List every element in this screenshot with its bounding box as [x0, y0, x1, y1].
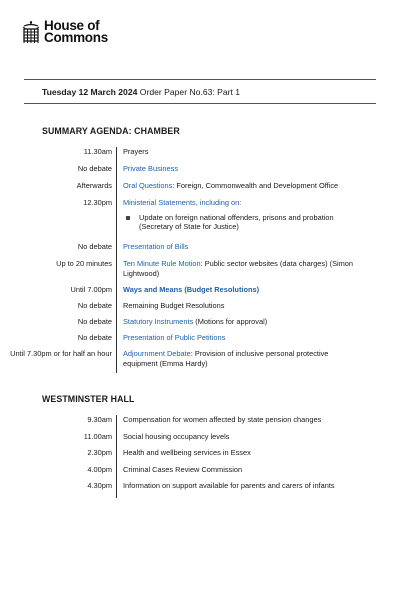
- agenda-item-text: Remaining Budget Resolutions: [123, 301, 225, 310]
- agenda-item-text: Criminal Cases Review Commission: [123, 464, 243, 474]
- agenda-time: Up to 20 minutes: [56, 259, 112, 268]
- agenda-item-text: Prayers: [123, 147, 149, 156]
- header-top-rule: [24, 79, 376, 80]
- presentation-of-bills-link[interactable]: Presentation of Bills: [123, 242, 189, 251]
- agenda-time: No debate: [77, 242, 112, 251]
- ministerial-statements-link[interactable]: Ministerial Statements, including on:: [123, 198, 242, 207]
- agenda-row: [0, 415, 400, 432]
- statement-sub-item: [123, 213, 357, 232]
- agenda-time: 9.30am: [87, 415, 112, 424]
- chamber-section-title: SUMMARY AGENDA: CHAMBER: [42, 126, 180, 136]
- agenda-item-text: : Public sector websites (data charges) (Simon Lightwood): [123, 259, 354, 278]
- oral-questions-link[interactable]: Oral Questions: [123, 181, 173, 190]
- agenda-row: [0, 317, 400, 333]
- logo-line-2: Commons: [44, 30, 108, 45]
- agenda-row: [0, 164, 400, 181]
- agenda-time: 12.30pm: [83, 198, 112, 207]
- order-paper-header: [42, 87, 240, 97]
- agenda-item-text: Health and wellbeing services in Essex: [123, 448, 251, 457]
- public-petitions-link[interactable]: Presentation of Public Petitions: [123, 333, 226, 342]
- agenda-row: [0, 198, 400, 242]
- westminster-hall-section-title: WESTMINSTER HALL: [42, 394, 135, 404]
- agenda-row: [0, 285, 400, 301]
- agenda-row: [0, 147, 400, 164]
- ways-and-means-link[interactable]: Ways and Means (Budget Resolutions): [123, 285, 260, 294]
- header-date: Tuesday 12 March 2024: [42, 87, 138, 97]
- agenda-time: Until 7.30pm or for half an hour: [10, 349, 112, 358]
- agenda-item-text: Information on support available for parents and carers of infants: [123, 481, 335, 490]
- agenda-time: 4.00pm: [87, 464, 112, 474]
- adjournment-debate-link[interactable]: Adjournment Debate: [123, 349, 191, 358]
- statement-sub-text: Update on foreign national offenders, prisons and probation (Secretary of State for Justice): [139, 212, 334, 231]
- agenda-time: No debate: [77, 317, 112, 326]
- agenda-row: [0, 465, 400, 482]
- westminster-hall-agenda: [0, 415, 400, 498]
- ten-minute-rule-link[interactable]: Ten Minute Rule Motion: [123, 259, 201, 268]
- agenda-time: No debate: [77, 301, 112, 310]
- agenda-time: No debate: [77, 164, 112, 173]
- agenda-row: [0, 448, 400, 465]
- logo-wordmark: [44, 20, 108, 44]
- agenda-time: 4.30pm: [87, 481, 112, 490]
- agenda-item-text: Social housing occupancy levels: [123, 431, 230, 441]
- chamber-agenda: [0, 147, 400, 373]
- square-bullet-icon: [126, 216, 130, 220]
- agenda-item-text: : Foreign, Commonwealth and Development Office: [172, 181, 339, 190]
- logo-line-1: House of: [44, 18, 100, 33]
- agenda-time: 2.30pm: [87, 448, 112, 457]
- house-of-commons-logo: [22, 20, 108, 45]
- agenda-row: [0, 181, 400, 198]
- portcullis-icon: [22, 21, 40, 45]
- agenda-row: [0, 432, 400, 449]
- agenda-item-text: Compensation for women affected by state pension changes: [123, 415, 322, 424]
- agenda-row: [0, 333, 400, 349]
- agenda-row: [0, 349, 400, 373]
- agenda-row: [0, 301, 400, 317]
- agenda-row: [0, 242, 400, 259]
- agenda-time: Until 7.00pm: [70, 285, 112, 294]
- agenda-time: 11.00am: [83, 431, 112, 441]
- header-bottom-rule: [24, 103, 376, 104]
- header-order-paper: Order Paper No.63: Part 1: [139, 87, 241, 97]
- agenda-row: [0, 259, 400, 285]
- agenda-time: 11.30am: [83, 147, 112, 156]
- agenda-item-text: (Motions for approval): [193, 317, 268, 326]
- private-business-link[interactable]: Private Business: [123, 164, 179, 173]
- agenda-time: No debate: [77, 333, 112, 342]
- agenda-row: [0, 481, 400, 498]
- agenda-time: Afterwards: [76, 181, 112, 190]
- agenda-item-text: : Provision of inclusive personal protective equipment (Emma Hardy): [123, 349, 329, 368]
- statutory-instruments-link[interactable]: Statutory Instruments: [123, 317, 194, 326]
